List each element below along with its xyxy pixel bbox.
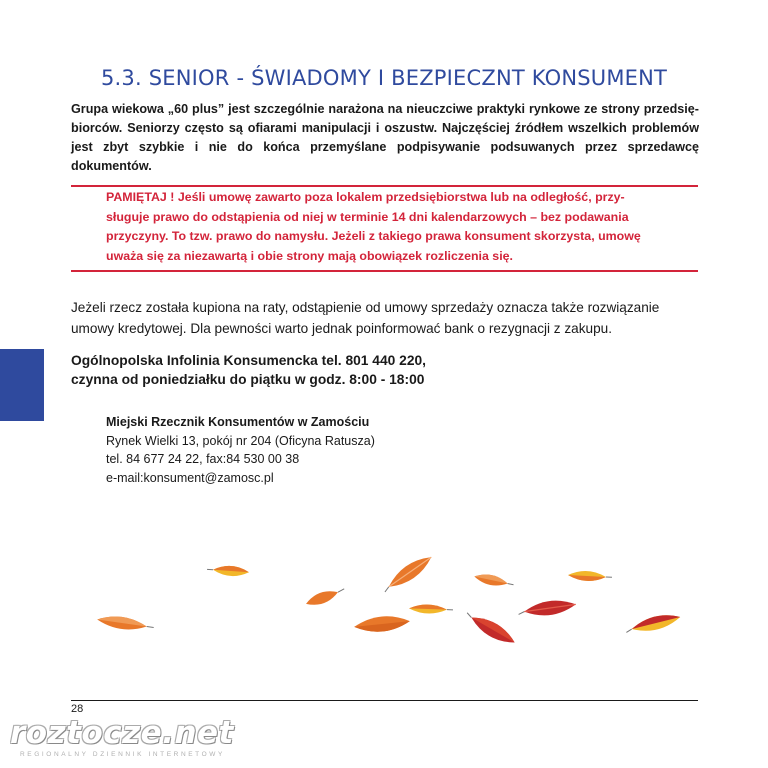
- installment-line: Jeżeli rzecz została kupiona na raty, odstąpienie od umowy sprzedaży oznacza także rozwiązanie: [71, 300, 660, 315]
- leaf-icon: [463, 608, 518, 648]
- notice-line: przyczyny. To tzw. prawo do namysłu. Jeżeli z takiego prawa konsument skorzysta, umowę: [106, 229, 641, 243]
- watermark-brand: roztocze.net: [10, 715, 234, 751]
- leaf-icon: [568, 570, 612, 582]
- contact-email: e-mail:konsument@zamosc.pl: [106, 470, 274, 485]
- leaf-icon: [517, 597, 576, 619]
- notice-line: sługuje prawo do odstąpienia od niej w terminie 14 dni kalendarzowych – bez podawania: [106, 209, 629, 224]
- intro-line: biorców. Seniorzy często są ofiarami manipulacji i oszustw. Najczęściej źródłem wszelkich problemów jest: [71, 121, 699, 154]
- hotline-info: [71, 351, 426, 389]
- leaf-icon: [353, 614, 410, 635]
- leaf-icon: [207, 564, 250, 577]
- chapter-tab: [0, 349, 44, 421]
- installment-paragraph: [71, 297, 701, 339]
- section-title: 5.3. SENIOR - ŚWIADOMY I BEZPIECZNT KONSUMENT: [101, 66, 668, 90]
- leaf-icon: [380, 551, 436, 596]
- contact-block: [106, 413, 375, 487]
- leaf-icon: [473, 572, 514, 590]
- notice-line: PAMIĘTAJ ! Jeśli umowę zawarto poza lokalem przedsiębiorstwa lub na odległość, przy-: [106, 190, 625, 204]
- notice-bottom-rule: [71, 270, 698, 272]
- leaf-icon: [96, 614, 154, 634]
- notice-top-rule: [71, 185, 698, 187]
- contact-address: Rynek Wielki 13, pokój nr 204 (Oficyna Ratusza): [106, 433, 375, 448]
- contact-name: Miejski Rzecznik Konsumentów w Zamościu: [106, 415, 370, 429]
- page-number: 28: [71, 703, 84, 715]
- leaf-icon: [624, 611, 681, 637]
- watermark-tagline: REGIONALNY DZIENNIK INTERNETOWY: [20, 751, 225, 758]
- site-watermark: [10, 715, 250, 765]
- leaf-icon: [409, 604, 453, 615]
- hotline-line-2: czynna od poniedziałku do piątku w godz. 8:00 - 18:00: [71, 372, 425, 387]
- intro-paragraph: [71, 100, 699, 176]
- installment-line: umowy kredytowej. Dla pewności warto jednak poinformować bank o rezygnacji z zakupu.: [71, 321, 612, 336]
- contact-phone: tel. 84 677 24 22, fax:84 530 00 38: [106, 452, 300, 466]
- leaf-icon: [304, 585, 346, 609]
- intro-line: Grupa wiekowa „60 plus” jest szczególnie narażona na nieuczciwe praktyki rynkowe ze strony przedsię-: [71, 102, 699, 116]
- hotline-line-1: Ogólnopolska Infolinia Konsumencka tel. 801 440 220,: [71, 353, 427, 368]
- footer-rule: [71, 700, 698, 701]
- notice-box: [106, 188, 666, 266]
- notice-line: uważa się za niezawartą i obie strony mają obowiązek rozliczenia się.: [106, 248, 513, 263]
- intro-line: zbyt szybkie i nie do końca przemyślane podpisywanie podsuwanych przez sprzedawcę dokumentów.: [71, 140, 700, 173]
- autumn-leaves-illustration: [0, 540, 768, 670]
